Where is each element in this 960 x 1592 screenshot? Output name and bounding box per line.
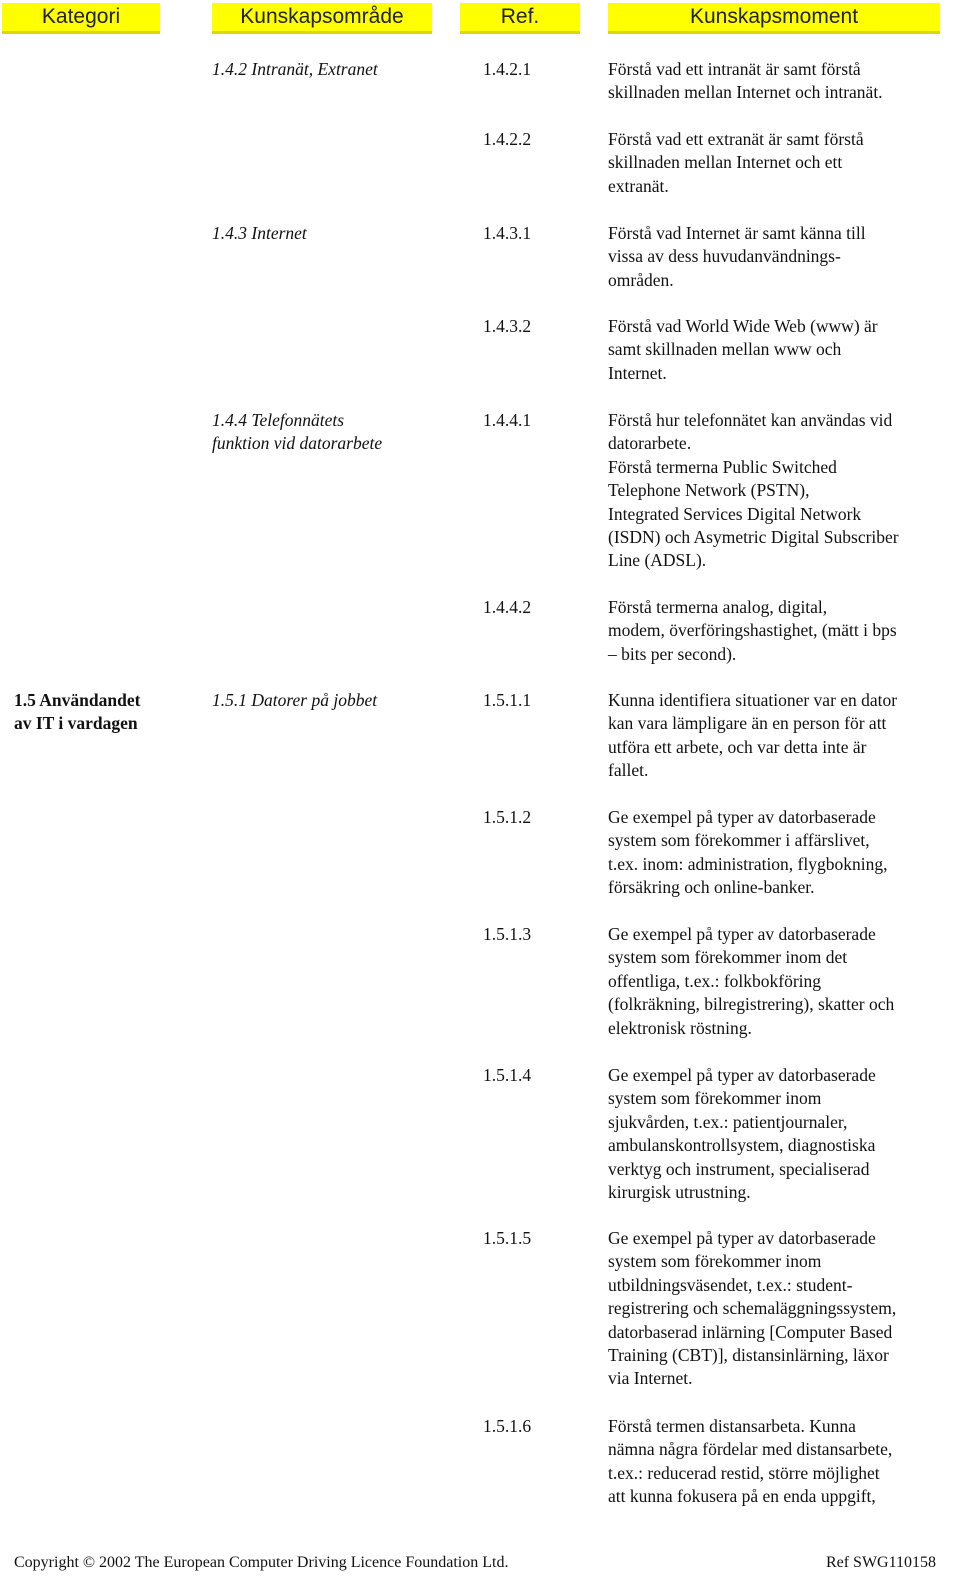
moment-line: registrering och schemaläggningssystem, — [608, 1298, 897, 1319]
moment-line: (ISDN) och Asymetric Digital Subscriber — [608, 527, 899, 548]
moment-text — [608, 222, 948, 292]
footer-ref: Ref SWG110158 — [825, 1554, 936, 1571]
moment-text — [608, 1227, 948, 1391]
moment-line: system som förekommer inom — [608, 1088, 822, 1109]
moment-line: kan vara lämpligare än en person för att — [608, 713, 887, 734]
moment-line: utföra ett arbete, och var detta inte är — [608, 736, 867, 757]
category-line: av IT i vardagen — [14, 713, 138, 734]
moment-line: samt skillnaden mellan www och — [608, 339, 842, 360]
ref-code: 1.4.2.2 — [483, 129, 532, 149]
moment-line: elektronisk röstning. — [608, 1017, 752, 1038]
moment-line: Förstå vad World Wide Web (www) är — [608, 316, 878, 336]
moment-line: Integrated Services Digital Network — [608, 503, 862, 524]
ref-code: 1.4.3.2 — [483, 316, 532, 336]
moment-line: datorbaserad inlärning [Computer Based — [608, 1321, 893, 1342]
moment-line: Ge exempel på typer av datorbaserade — [608, 807, 876, 827]
moment-text — [608, 58, 948, 105]
moment-line: Line (ADSL). — [608, 550, 707, 571]
moment-line: sjukvården, t.ex.: patientjournaler, — [608, 1111, 848, 1132]
moment-line: via Internet. — [608, 1368, 693, 1389]
moment-text — [608, 923, 948, 1040]
moment-line: försäkring och online-banker. — [608, 877, 815, 898]
moment-line: Kunna identifiera situationer var en dator — [608, 690, 898, 710]
moment-line: skillnaden mellan Internet och ett — [608, 152, 843, 173]
moment-line: Förstå termerna analog, digital, — [608, 597, 828, 617]
moment-line: Förstå vad Internet är samt känna till — [608, 223, 866, 243]
ref-code: 1.5.1.1 — [483, 690, 532, 710]
ref-code: 1.4.4.2 — [483, 597, 532, 617]
moment-line: kirurgisk utrustning. — [608, 1182, 751, 1203]
footer-copyright: Copyright © 2002 The European Computer Driving Licence Foundation Ltd. — [14, 1554, 509, 1571]
moment-line: Förstå termerna Public Switched — [608, 456, 837, 477]
moment-line: ambulanskontrollsystem, diagnostiska — [608, 1135, 876, 1156]
moment-line: system som förekommer inom — [608, 1251, 822, 1272]
moment-line: modem, överföringshastighet, (mätt i bps — [608, 620, 897, 641]
moment-line: Ge exempel på typer av datorbaserade — [608, 924, 876, 944]
moment-text — [608, 689, 948, 783]
column-header-kunskapsomrade: Kunskapsområde — [212, 3, 432, 34]
moment-text — [608, 596, 948, 666]
ref-code: 1.5.1.2 — [483, 807, 532, 827]
column-header-kunskapsmoment: Kunskapsmoment — [608, 3, 940, 34]
moment-line: Ge exempel på typer av datorbaserade — [608, 1065, 876, 1085]
ref-code: 1.5.1.5 — [483, 1228, 532, 1248]
moment-line: Förstå vad ett extranät är samt förstå — [608, 129, 864, 149]
moment-line: Förstå vad ett intranät är samt förstå — [608, 59, 861, 79]
area-1-4-2: 1.4.2 Intranät, Extranet — [212, 59, 378, 79]
moment-line: offentliga, t.ex.: folkbokföring — [608, 970, 822, 991]
moment-line: utbildningsväsendet, t.ex.: student- — [608, 1274, 853, 1295]
ref-code: 1.5.1.6 — [483, 1416, 532, 1436]
category-1-5 — [14, 689, 199, 736]
moment-line: Telephone Network (PSTN), — [608, 480, 810, 501]
moment-line: områden. — [608, 269, 674, 290]
moment-line: Ge exempel på typer av datorbaserade — [608, 1228, 876, 1248]
moment-line: t.ex.: reducerad restid, större möjlighet — [608, 1462, 880, 1483]
ref-code: 1.5.1.3 — [483, 924, 532, 944]
moment-line: nämna några fördelar med distansarbete, — [608, 1439, 893, 1460]
moment-line: Förstå hur telefonnätet kan användas vid — [608, 410, 893, 430]
moment-line: t.ex. inom: administration, flygbokning, — [608, 853, 888, 874]
moment-line: verktyg och instrument, specialiserad — [608, 1158, 870, 1179]
area-line: 1.4.4 Telefonnätets — [212, 410, 345, 430]
ref-code: 1.4.4.1 — [483, 410, 532, 430]
category-line: 1.5 Användandet — [14, 690, 141, 710]
moment-text — [608, 1415, 948, 1509]
moment-line: vissa av dess huvudanvändnings- — [608, 246, 841, 267]
moment-line: extranät. — [608, 175, 669, 196]
ref-code: 1.4.2.1 — [483, 59, 532, 79]
moment-line: datorarbete. — [608, 433, 692, 454]
moment-line: fallet. — [608, 760, 649, 781]
moment-text — [608, 1064, 948, 1204]
moment-line: att kunna fokusera på en enda uppgift, — [608, 1486, 876, 1507]
area-1-4-3: 1.4.3 Internet — [212, 223, 307, 243]
moment-line: Training (CBT)], distansinlärning, läxor — [608, 1345, 889, 1366]
moment-line: system som förekommer inom det — [608, 947, 848, 968]
ref-code: 1.4.3.1 — [483, 223, 532, 243]
moment-text — [608, 128, 948, 198]
moment-line: (folkräkning, bilregistrering), skatter och — [608, 994, 895, 1015]
area-1-5-1: 1.5.1 Datorer på jobbet — [212, 690, 378, 710]
column-header-kategori: Kategori — [2, 3, 160, 34]
moment-text — [608, 409, 948, 573]
moment-text — [608, 315, 948, 385]
moment-text — [608, 806, 948, 900]
moment-line: system som förekommer i affärslivet, — [608, 830, 870, 851]
ref-code: 1.5.1.4 — [483, 1065, 532, 1085]
moment-line: skillnaden mellan Internet och intranät. — [608, 82, 883, 103]
moment-line: – bits per second). — [608, 643, 737, 664]
area-1-4-4 — [212, 409, 462, 456]
area-line: funktion vid datorarbete — [212, 433, 383, 454]
moment-line: Internet. — [608, 362, 667, 383]
moment-line: Förstå termen distansarbeta. Kunna — [608, 1416, 856, 1436]
column-header-ref: Ref. — [460, 3, 580, 34]
